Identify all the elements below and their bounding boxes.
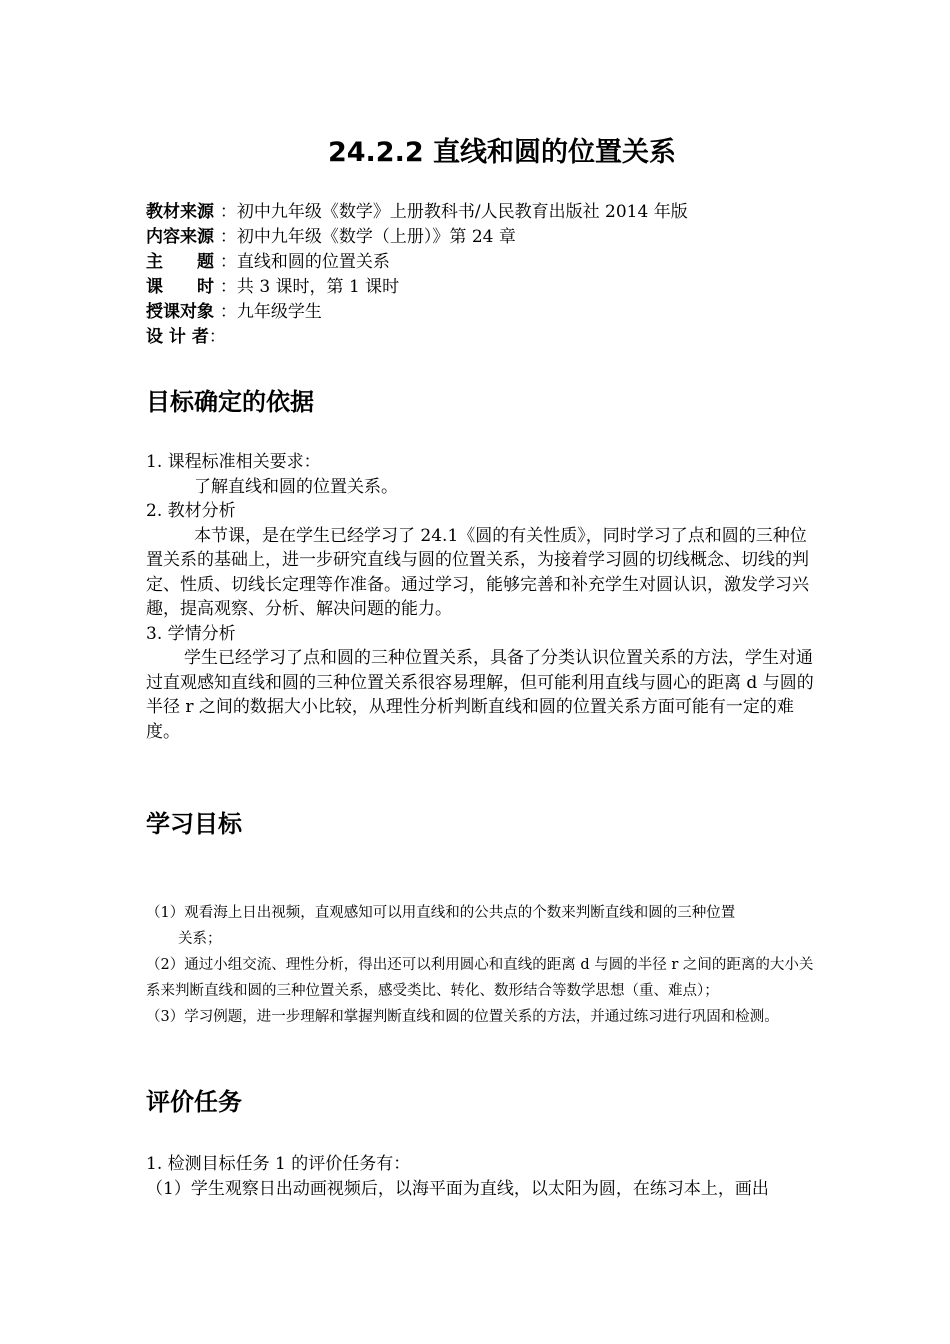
meta-key: 主 题 xyxy=(146,252,220,272)
meta-row-audience xyxy=(146,300,688,325)
section-heading-basis: 目标确定的依据 xyxy=(146,388,314,416)
meta-row-content xyxy=(146,225,688,250)
paragraph-label: 3. 学情分析 xyxy=(146,623,236,644)
paragraph: 学生已经学习了点和圆的三种位置关系，具备了分类认识位置关系的方法，学生对通过直观感知直线和圆的三种位置关系很容易理解，但可能利用直线与圆心的距离 d 与圆的半径 r 之间的数据大小比较，从理性分析判断直线和圆的位置关系方面可能有一定的难度。 xyxy=(146,648,814,742)
goal-item-continuation: 关系； xyxy=(178,931,222,947)
section-heading-assessment: 评价任务 xyxy=(146,1088,242,1116)
meta-key: 课 时 xyxy=(146,277,220,297)
goal-item: （2）通过小组交流、理性分析，得出还可以利用圆心和直线的距离 d 与圆的半径 r 之间的距离的大小关系来判断直线和圆的三种位置关系，感受类比、转化、数形结合等数学思想（重、难点）； xyxy=(146,957,814,999)
goal-item: （1）观看海上日出视频，直观感知可以用直线和的公共点的个数来判断直线和圆的三种位置 xyxy=(146,905,736,921)
meta-value: ：初中九年级《数学（上册）》第 24 章 xyxy=(219,227,516,247)
meta-key: 教材来源 xyxy=(146,202,220,222)
meta-row-topic xyxy=(146,250,688,275)
meta-key: 授课对象 xyxy=(146,302,220,322)
goal-item: （3）学习例题，进一步理解和掌握判断直线和圆的位置关系的方法，并通过练习进行巩固和检测。 xyxy=(146,1009,779,1025)
document-title: 24.2.2 直线和圆的位置关系 xyxy=(327,137,677,168)
paragraph-label: 1. 检测目标任务 1 的评价任务有： xyxy=(146,1154,411,1174)
meta-row-designer xyxy=(146,325,688,350)
meta-row-source xyxy=(146,200,688,225)
paragraph-label: 1. 课程标准相关要求： xyxy=(146,452,321,472)
document-meta xyxy=(146,200,688,350)
paragraph: （1）学生观察日出动画视频后，以海平面为直线，以太阳为圆，在练习本上，画出 xyxy=(146,1178,769,1199)
paragraph: 了解直线和圆的位置关系。 xyxy=(194,476,398,497)
meta-key: 内容来源 xyxy=(146,227,220,247)
meta-value: ：直线和圆的位置关系 xyxy=(219,252,390,272)
paragraph: 本节课，是在学生已经学习了 24.1《圆的有关性质》，同时学习了点和圆的三种位置关系的基础上，进一步研究直线与圆的位置关系，为接着学习圆的切线概念、切线的判定、性质、切线长定理等作准备。通过学习，能够完善和补充学生对圆认识，激发学习兴趣，提高观察、分析、解决问题的能力。 xyxy=(146,525,809,619)
section-basis-body xyxy=(146,450,814,744)
section-assessment-body xyxy=(146,1152,814,1201)
meta-value: ：初中九年级《数学》上册教科书/人民教育出版社 2014 年版 xyxy=(219,202,688,222)
section-heading-goals: 学习目标 xyxy=(146,810,242,838)
section-goals-body xyxy=(146,900,826,1030)
meta-row-period xyxy=(146,275,688,300)
paragraph-label: 2. 教材分析 xyxy=(146,501,236,521)
meta-value: ： xyxy=(208,327,226,347)
meta-value: ：九年级学生 xyxy=(219,302,322,322)
meta-key: 设 计 者 xyxy=(146,327,209,347)
meta-value: ：共 3 课时，第 1 课时 xyxy=(219,277,400,297)
